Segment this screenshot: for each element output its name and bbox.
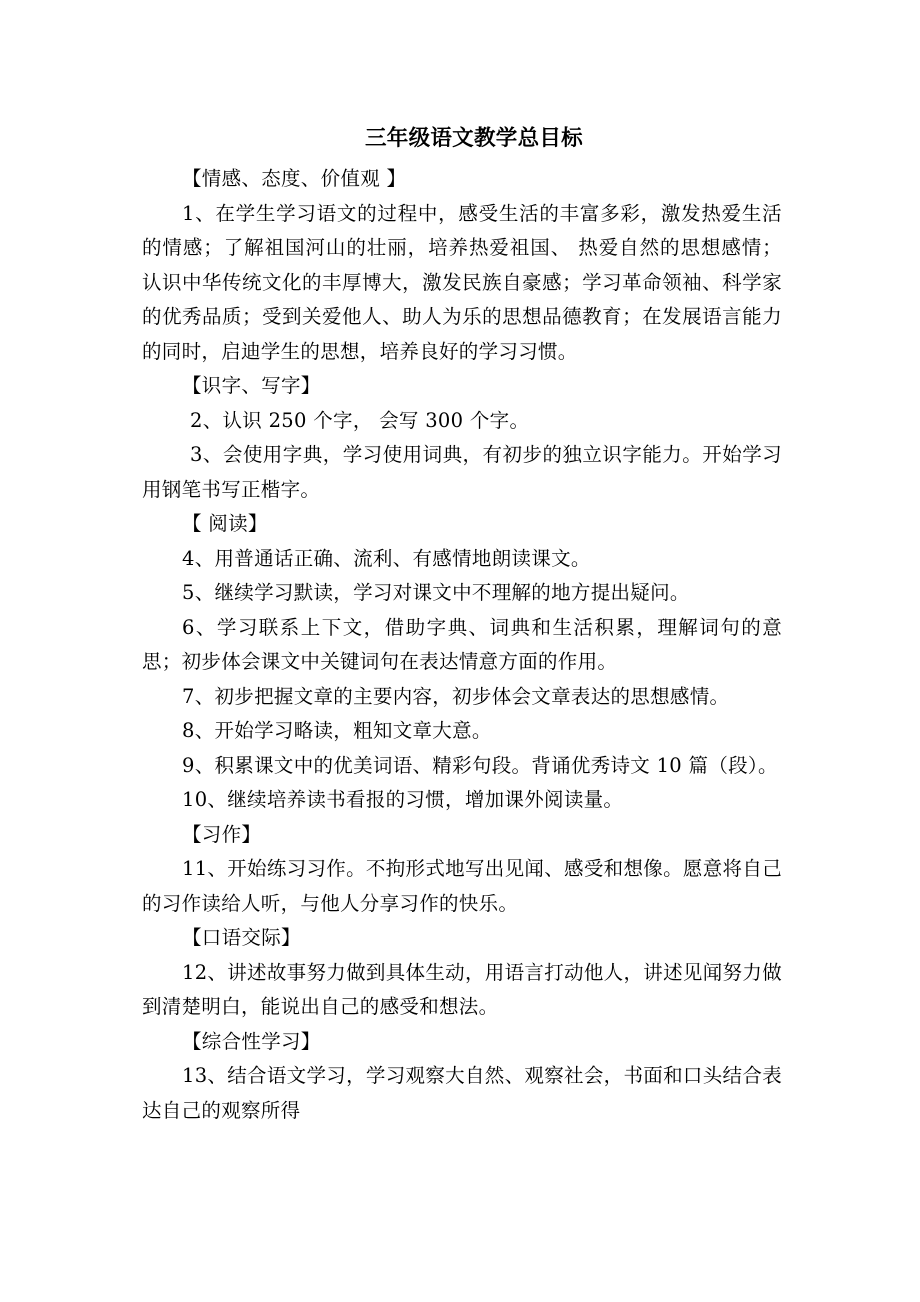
section-heading-reading: 【 阅读】: [182, 512, 268, 535]
paragraph-item-2: 2、认识 250 个字， 会写 300 个字。: [190, 408, 530, 432]
document-title: 三年级语文教学总目标: [364, 126, 583, 151]
paragraph-item-8: 8、开始学习略读，粗知文章大意。: [182, 719, 492, 742]
document-body: [142, 122, 782, 1128]
section-heading-writing: 【习作】: [182, 822, 262, 846]
paragraph-item-13: 13、结合语文学习，学习观察大自然、观察社会，书面和口头结合表达自己的观察所得: [142, 1064, 782, 1122]
section-heading-integrated: 【综合性学习】: [182, 1029, 321, 1053]
section-heading-emotion: 【情感、态度、价值观 】: [182, 167, 407, 190]
paragraph-item-5: 5、继续学习默读，学习对课文中不理解的地方提出疑问。: [182, 581, 690, 604]
paragraph-item-6: 6、学习联系上下文，借助字典、词典和生活积累，理解词句的意思；初步体会课文中关键词句在表达情意方面的作用。: [142, 615, 782, 673]
paragraph-item-1: 1、在学生学习语文的过程中，感受生活的丰富多彩，激发热爱生活的情感；了解祖国河山的壮丽，培养热爱祖国、 热爱自然的思想感情；认识中华传统文化的丰厚博大，激发民族自豪感；学习革命领袖、科学家的优秀品质；受到关爱他人、助人为乐的思想品德教育；在发展语言能力的同时，启迪学生的思想，培养良好的学习习惯。: [142, 201, 782, 363]
paragraph-item-7: 7、初步把握文章的主要内容，初步体会文章表达的思想感情。: [182, 684, 730, 708]
section-heading-speaking: 【口语交际】: [182, 926, 301, 949]
paragraph-item-4: 4、用普通话正确、流利、有感情地朗读课文。: [182, 546, 591, 570]
paragraph-item-10: 10、继续培养读书看报的习惯，增加课外阅读量。: [182, 788, 624, 811]
paragraph-item-12: 12、讲述故事努力做到具体生动，用语言打动他人，讲述见闻努力做到清楚明白，能说出自己的感受和想法。: [142, 960, 782, 1018]
paragraph-item-11: 11、开始练习习作。不拘形式地写出见闻、感受和想像。愿意将自己的习作读给人听，与他人分享习作的快乐。: [142, 857, 782, 915]
paragraph-item-9: 9、积累课文中的优美词语、精彩句段。背诵优秀诗文 10 篇（段）。: [182, 753, 778, 777]
paragraph-item-3: 3、会使用字典，学习使用词典，有初步的独立识字能力。开始学习用钢笔书写正楷字。: [142, 443, 782, 501]
section-heading-literacy: 【识字、写字】: [182, 374, 321, 397]
